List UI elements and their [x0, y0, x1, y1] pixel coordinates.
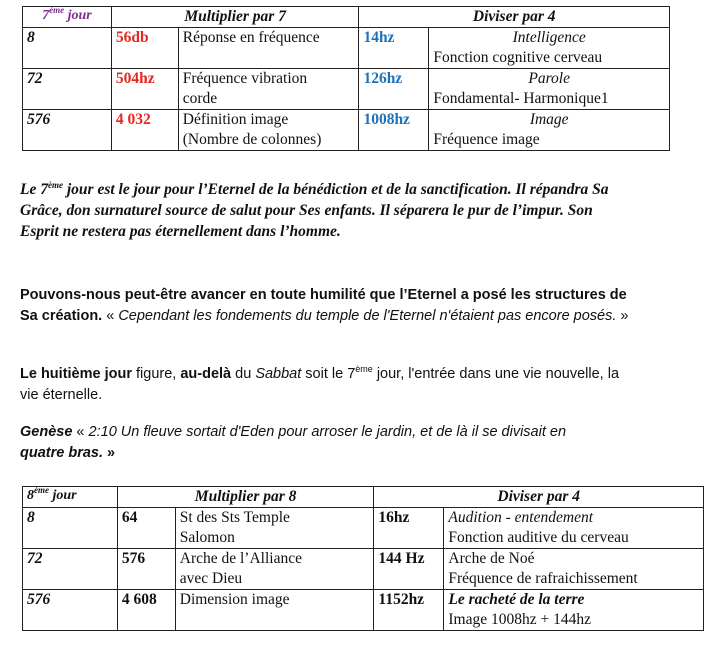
mult-value: 56db	[111, 28, 178, 69]
mult-description: Arche de l’Alliance avec Dieu	[175, 549, 374, 590]
div-subtitle: Fonction cognitive cerveau	[433, 49, 603, 66]
row-number: 8	[23, 508, 118, 549]
table-row	[23, 69, 670, 110]
mult-value: 64	[117, 508, 175, 549]
paragraph-seventh-day: Le 7ème jour est le jour pour l’Eternel de la bénédiction et de la sanctification. Il répandra Sa Grâce, don surnaturel source de salut pour Ses enfants. Il séparera le pur de l’impur. Son Esprit ne restera pas éternellement dans l’homme.	[20, 180, 609, 240]
table-row	[23, 549, 704, 590]
row-number: 576	[23, 590, 118, 631]
day-number: 7	[42, 8, 50, 23]
div-title: Parole	[528, 70, 570, 87]
divide-header: Diviser par 4	[359, 7, 670, 28]
day-number: 8	[27, 488, 34, 503]
paragraph-eighth-day: Le huitième jour figure, au-delà du Sabbat soit le 7ème jour, l'entrée dans une vie nouvelle, la vie éternelle.	[20, 364, 620, 403]
div-description	[429, 69, 670, 110]
div-title: Image	[529, 111, 569, 128]
table-header-row	[23, 7, 670, 28]
mult-description: St des Sts Temple Salomon	[175, 508, 374, 549]
div-value: 14hz	[359, 28, 429, 69]
div-subtitle: Fondamental- Harmonique1	[433, 90, 609, 107]
day-header	[23, 487, 118, 508]
table-eighth-day	[22, 486, 704, 631]
day-header	[23, 7, 112, 28]
div-title: Intelligence	[512, 29, 586, 46]
div-value: 1008hz	[359, 110, 429, 151]
row-number: 72	[23, 69, 112, 110]
day-superscript: ème	[49, 5, 65, 15]
mult-description: Définition image (Nombre de colonnes)	[178, 110, 359, 151]
row-number: 8	[23, 28, 112, 69]
mult-value: 576	[117, 549, 175, 590]
table-header-row	[23, 487, 704, 508]
div-value: 126hz	[359, 69, 429, 110]
mult-description: Réponse en fréquence	[178, 28, 359, 69]
day-word: jour	[64, 8, 92, 23]
div-title: Audition - entendement	[448, 509, 593, 526]
div-value: 16hz	[374, 508, 444, 549]
divide-header: Diviser par 4	[374, 487, 704, 508]
table-row	[23, 508, 704, 549]
div-description	[444, 549, 704, 590]
mult-description: Dimension image	[175, 590, 374, 631]
table-row	[23, 110, 670, 151]
div-title: Arche de Noé	[448, 550, 535, 567]
mult-value: 4 032	[111, 110, 178, 151]
div-subtitle: Image 1008hz + 144hz	[448, 611, 591, 628]
day-superscript: ème	[34, 485, 49, 495]
div-value: 1152hz	[374, 590, 444, 631]
div-title: Le racheté de la terre	[448, 591, 585, 608]
multiply-header: Multiplier par 7	[111, 7, 359, 28]
div-description	[429, 28, 670, 69]
div-description	[444, 590, 704, 631]
div-value: 144 Hz	[374, 549, 444, 590]
mult-value: 504hz	[111, 69, 178, 110]
foundations-quote: Cependant les fondements du temple de l'Eternel n'étaient pas encore posés.	[118, 308, 617, 324]
mult-description: Fréquence vibration corde	[178, 69, 359, 110]
mult-value: 4 608	[117, 590, 175, 631]
foundations-bold: Pouvons-nous peut-être avancer en toute humilité que l’Eternel a posé les structures de Sa création.	[20, 287, 627, 324]
div-subtitle: Fréquence image	[433, 131, 540, 148]
day-word: jour	[49, 488, 77, 503]
table-row	[23, 28, 670, 69]
table-row	[23, 590, 704, 631]
div-subtitle: Fréquence de rafraichissement	[448, 570, 638, 587]
genesis-quote: 2:10 Un fleuve sortait d'Eden pour arroser le jardin, et de là il se divisait en	[88, 424, 567, 440]
paragraph-foundations: Pouvons-nous peut-être avancer en toute humilité que l’Eternel a posé les structures de Sa création. « Cependant les fondements du temple de l'Eternel n'étaient pas encore posés. »	[20, 287, 629, 324]
table-seventh-day	[22, 6, 670, 151]
row-number: 576	[23, 110, 112, 151]
div-description	[429, 110, 670, 151]
genesis-label: Genèse	[20, 424, 73, 440]
multiply-header: Multiplier par 8	[117, 487, 374, 508]
row-number: 72	[23, 549, 118, 590]
div-description	[444, 508, 704, 549]
paragraph-genesis: Genèse « 2:10 Un fleuve sortait d'Eden pour arroser le jardin, et de là il se divisait en quatre bras. »	[20, 424, 567, 461]
div-subtitle: Fonction auditive du cerveau	[448, 529, 629, 546]
